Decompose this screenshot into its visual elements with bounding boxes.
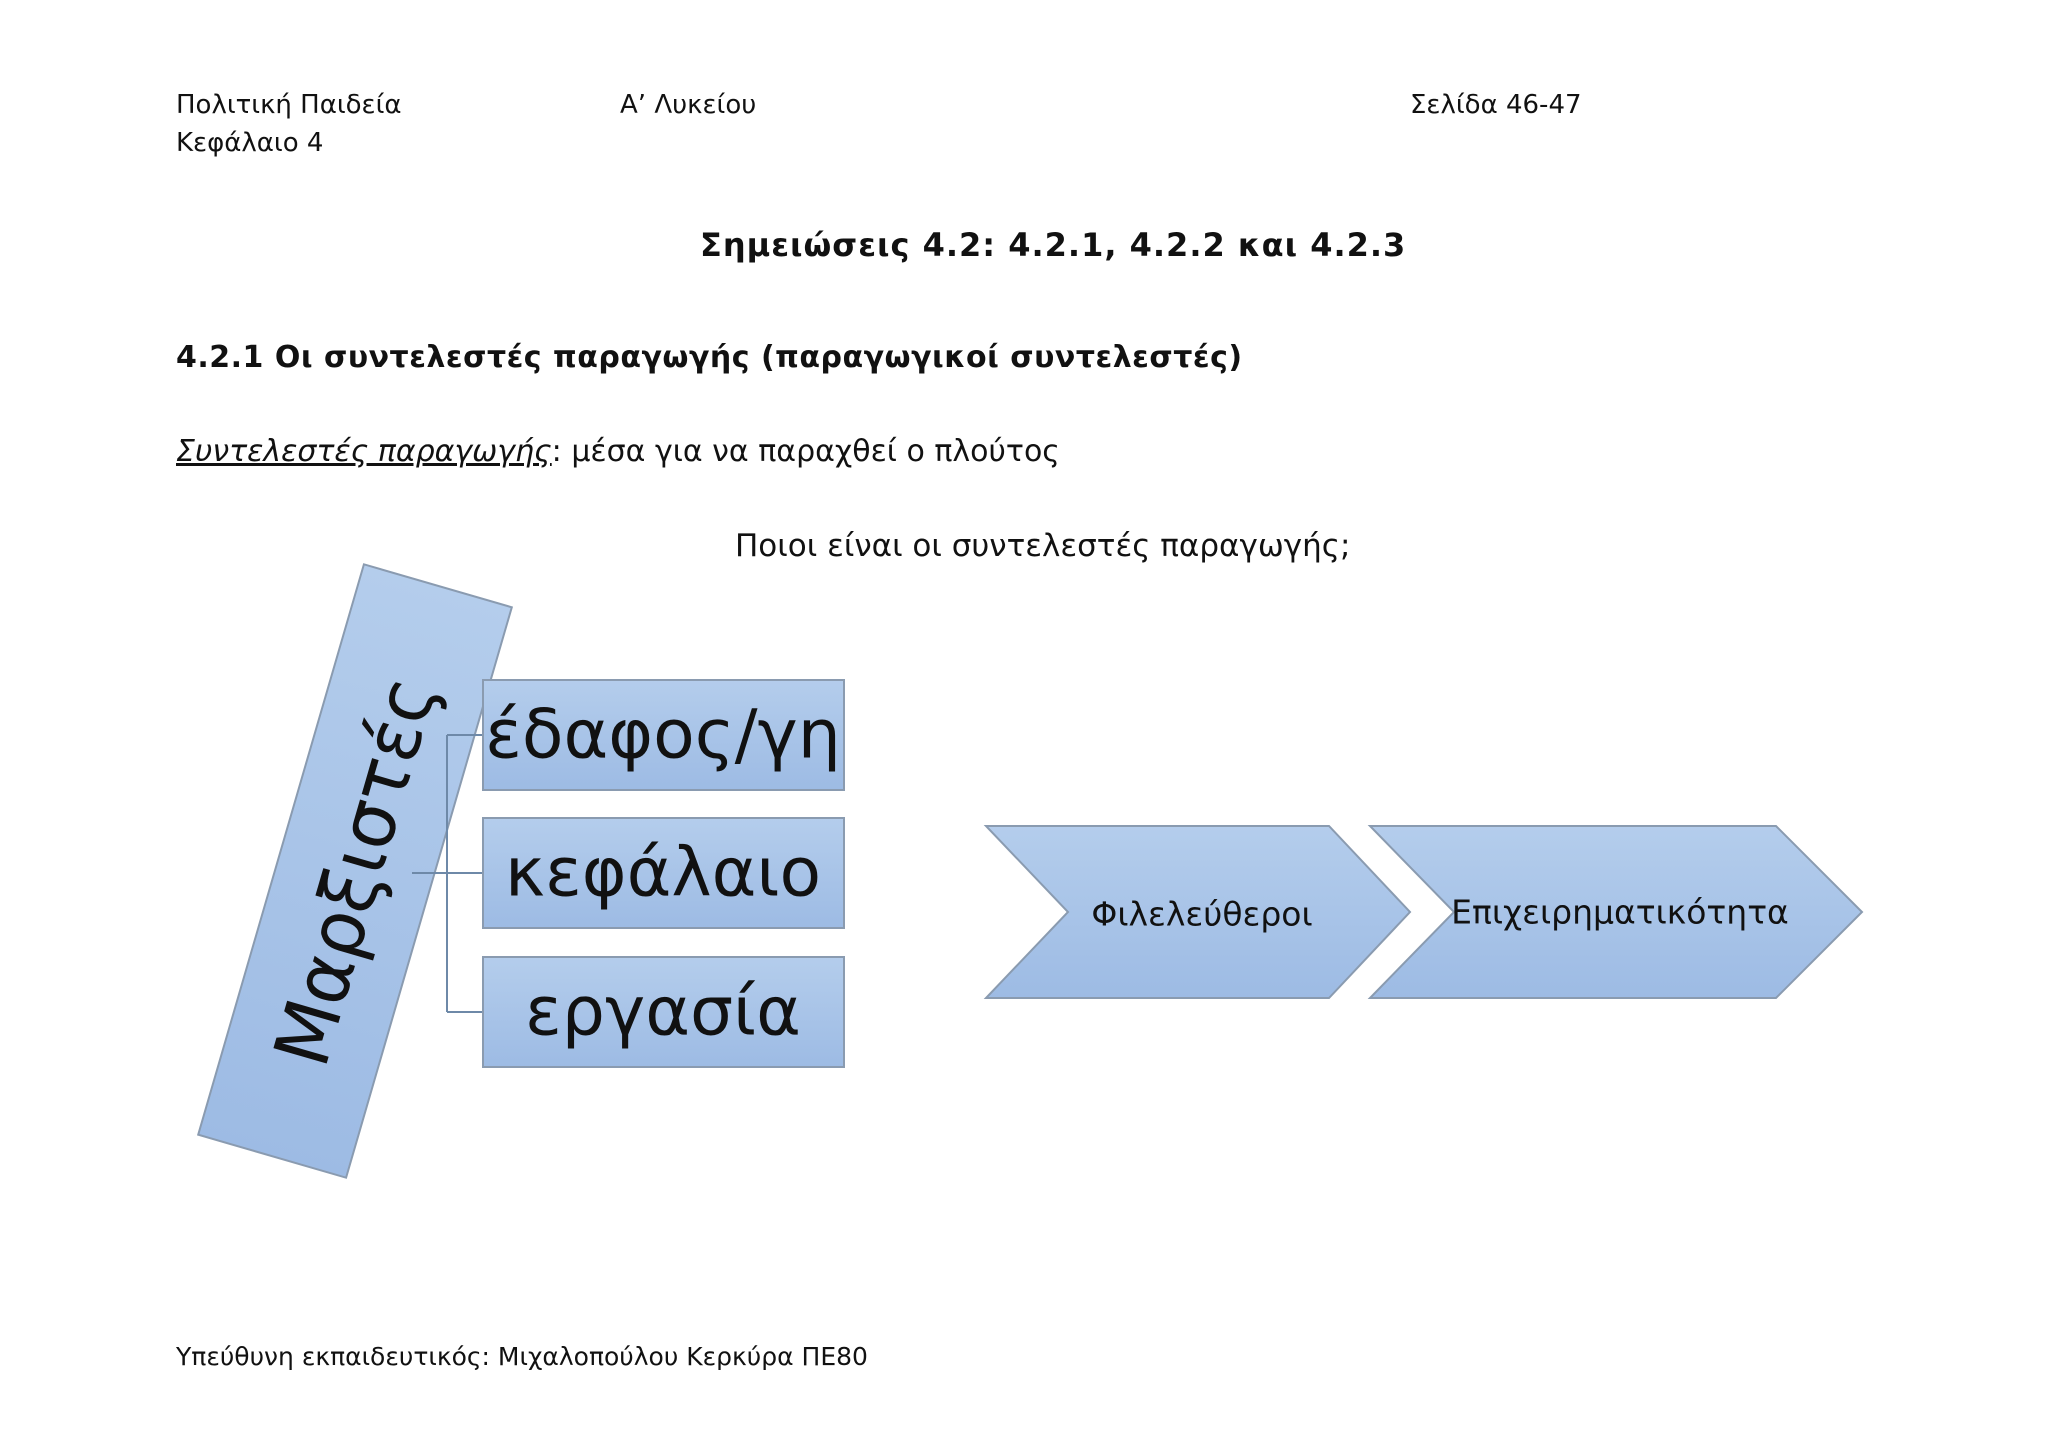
definition-text: : μέσα για να παραχθεί ο πλούτος	[551, 434, 1060, 469]
footer-teacher: Υπεύθυνη εκπαιδευτικός: Μιχαλοπούλου Κερκύρα ΠΕ80	[176, 1342, 868, 1371]
marxist-item-capital	[483, 818, 844, 928]
liberals-chevron	[986, 826, 1410, 998]
header-class: Α’ Λυκείου	[620, 90, 757, 120]
liberals-label: Φιλελεύθεροι	[1091, 894, 1313, 934]
marxist-item-land	[483, 680, 844, 790]
section-heading: 4.2.1 Οι συντελεστές παραγωγής (παραγωγικοί συντελεστές)	[176, 340, 1243, 375]
marxist-item-labour-label: εργασία	[525, 972, 801, 1052]
header-subject: Πολιτική Παιδεία	[176, 90, 402, 120]
definition-term: Συντελεστές παραγωγής	[176, 434, 552, 469]
marxists-box	[198, 564, 512, 1177]
entrepreneurship-label: Επιχειρηματικότητα	[1451, 892, 1789, 932]
header-chapter: Κεφάλαιο 4	[176, 128, 324, 158]
header-page: Σελίδα 46-47	[1410, 90, 1582, 120]
marxist-item-land-label: έδαφος/γη	[485, 695, 841, 775]
marxist-item-capital-label: κεφάλαιο	[504, 833, 822, 913]
page-title: Σημειώσεις 4.2: 4.2.1, 4.2.2 και 4.2.3	[700, 226, 1407, 264]
question: Ποιοι είναι οι συντελεστές παραγωγής;	[735, 528, 1351, 564]
entrepreneurship-chevron	[1370, 826, 1862, 998]
marxists-label: Μαρξιστές	[256, 655, 457, 1076]
marxist-item-labour	[483, 957, 844, 1067]
